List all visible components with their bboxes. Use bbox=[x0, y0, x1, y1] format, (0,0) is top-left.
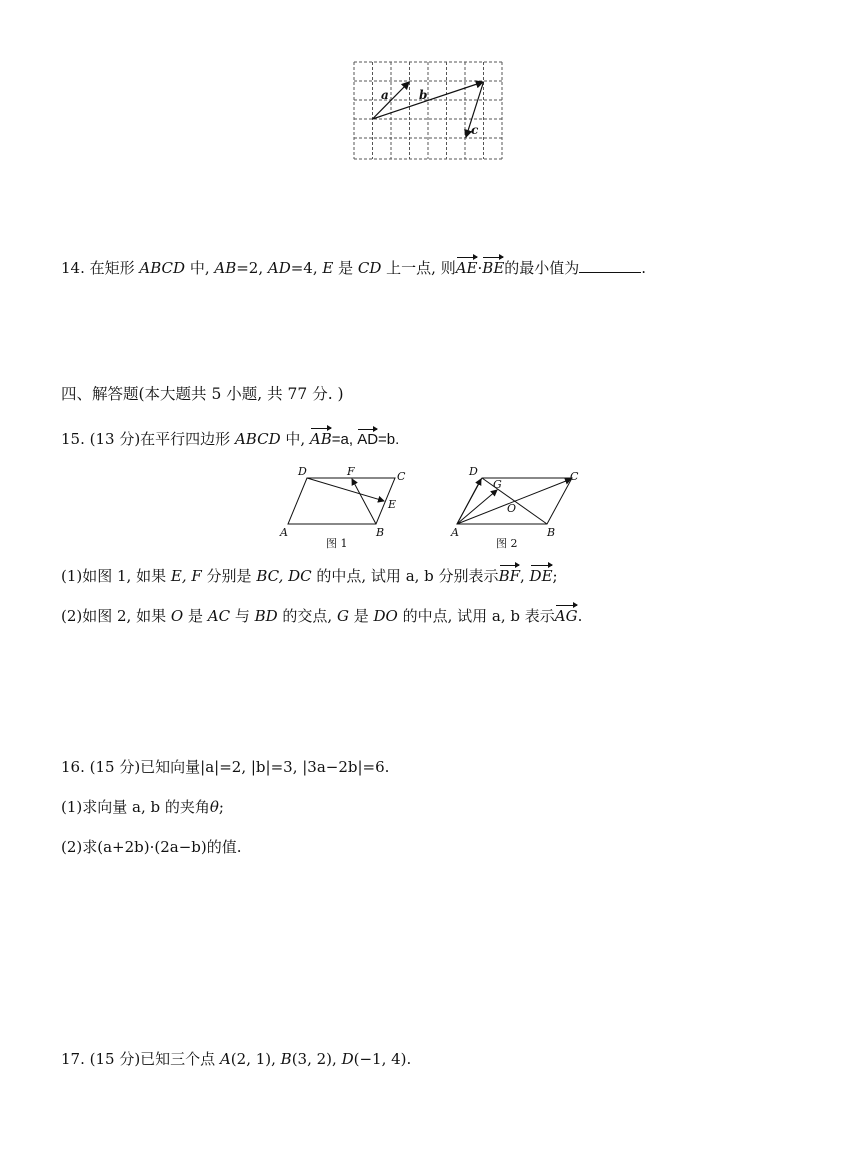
q15p2-o: O bbox=[170, 607, 184, 625]
q15p1-ef: E, F bbox=[170, 567, 202, 585]
theta-symbol: θ bbox=[209, 798, 219, 816]
q14-ad: AD bbox=[267, 259, 291, 277]
q16p1-text: (1)求向量 a, b 的夹角 bbox=[61, 798, 210, 816]
q15-text: =a, bbox=[331, 431, 358, 448]
fig2-label-b: B bbox=[547, 526, 556, 539]
q14-text: 14. 在矩形 bbox=[61, 259, 140, 277]
fig2-caption: 图 2 bbox=[496, 537, 518, 550]
vector-be: BE bbox=[482, 256, 504, 278]
section-4-heading: 四、解答题(本大题共 5 小题, 共 77 分. ) bbox=[61, 385, 344, 403]
q17-point-b: B bbox=[280, 1050, 292, 1068]
fig1-caption: 图 1 bbox=[326, 537, 348, 550]
q15p1-text: 的中点, 试用 a, b 分别表示 bbox=[311, 567, 499, 585]
question-16-part-1 bbox=[61, 797, 224, 817]
label-a: a bbox=[381, 88, 389, 102]
q16p1-text: ; bbox=[218, 798, 224, 816]
fig2-label-d: D bbox=[469, 465, 478, 478]
q15-abcd: ABCD bbox=[234, 430, 281, 448]
q14-text: . bbox=[641, 259, 647, 277]
q14-text: =4, bbox=[290, 259, 323, 277]
q15-text: =b. bbox=[378, 431, 400, 448]
q14-abcd: ABCD bbox=[139, 259, 186, 277]
vector-bf-arrow bbox=[352, 479, 376, 524]
q15-text: 中, bbox=[280, 430, 310, 448]
q14-ab: AB bbox=[214, 259, 237, 277]
answer-blank bbox=[579, 258, 641, 273]
q14-text: 中, bbox=[185, 259, 215, 277]
q15p2-g: G bbox=[336, 607, 349, 625]
q15p2-do: DO bbox=[373, 607, 398, 625]
question-15 bbox=[61, 427, 399, 450]
q17-point-d: D bbox=[341, 1050, 354, 1068]
q15p2-text: 是 bbox=[183, 607, 208, 625]
q15p1-bc-dc: BC, DC bbox=[256, 567, 312, 585]
grid-lines bbox=[354, 62, 502, 159]
vector-de-arrow bbox=[307, 478, 384, 501]
q14-text: 的最小值为 bbox=[504, 259, 580, 277]
label-b: b bbox=[419, 88, 428, 102]
figure-2-parallelogram bbox=[448, 462, 583, 552]
q15p2-text: 的中点, 试用 a, b 表示 bbox=[397, 607, 555, 625]
dot-operator: · bbox=[477, 259, 483, 277]
fig1-label-c: C bbox=[397, 470, 406, 483]
q15p2-bd: BD bbox=[254, 607, 278, 625]
label-c: c bbox=[471, 123, 479, 137]
q17-text: (3, 2), bbox=[291, 1050, 342, 1068]
vector-ad-arrow bbox=[457, 479, 481, 524]
q15p2-text: 与 bbox=[230, 607, 255, 625]
q15p2-text: (2)如图 2, 如果 bbox=[61, 607, 171, 625]
q14-text: 是 bbox=[333, 259, 358, 277]
q15-text: 15. (13 分)在平行四边形 bbox=[61, 430, 235, 448]
vector-de: DE bbox=[530, 564, 553, 586]
q14-e: E bbox=[322, 259, 334, 277]
q15p2-ac: AC bbox=[207, 607, 231, 625]
fig2-label-c: C bbox=[570, 470, 579, 483]
parallelogram-abcd bbox=[288, 478, 395, 524]
q14-text: 上一点, 则 bbox=[381, 259, 456, 277]
question-16-part-2: (2)求(a+2b)·(2a−b)的值. bbox=[61, 838, 242, 856]
q15p1-text: , bbox=[520, 567, 530, 585]
fig1-label-a: A bbox=[280, 526, 288, 539]
q17-text: 17. (15 分)已知三个点 bbox=[61, 1050, 220, 1068]
q14-text: =2, bbox=[236, 259, 268, 277]
q15p1-text: (1)如图 1, 如果 bbox=[61, 567, 171, 585]
q17-text: (2, 1), bbox=[230, 1050, 281, 1068]
vector-ad: AD bbox=[357, 428, 378, 450]
vector-ae: AE bbox=[456, 256, 478, 278]
question-17 bbox=[61, 1049, 411, 1069]
fig1-label-d: D bbox=[298, 465, 307, 478]
fig2-label-o: O bbox=[507, 502, 517, 515]
fig1-label-f: F bbox=[347, 465, 355, 478]
vector-grid-figure bbox=[353, 61, 504, 161]
figure-1-parallelogram bbox=[278, 462, 406, 552]
vector-ab: AB bbox=[310, 427, 332, 449]
q15p2-text: 的交点, bbox=[277, 607, 337, 625]
vector-ag-arrow bbox=[457, 490, 497, 524]
fig1-label-e: E bbox=[388, 498, 397, 511]
fig1-label-b: B bbox=[376, 526, 385, 539]
q15p1-text: 分别是 bbox=[201, 567, 257, 585]
question-15-part-1 bbox=[61, 564, 558, 586]
q17-text: (−1, 4). bbox=[353, 1050, 412, 1068]
q17-point-a: A bbox=[219, 1050, 231, 1068]
question-15-part-2 bbox=[61, 604, 582, 626]
vector-ag: AG bbox=[555, 604, 578, 626]
question-14 bbox=[61, 256, 646, 278]
fig2-label-g: G bbox=[493, 478, 502, 491]
q15p2-text: . bbox=[577, 607, 583, 625]
q14-cd: CD bbox=[357, 259, 382, 277]
question-16: 16. (15 分)已知向量|a|=2, |b|=3, |3a−2b|=6. bbox=[61, 758, 390, 776]
q15p1-text: ; bbox=[552, 567, 558, 585]
q15p2-text: 是 bbox=[348, 607, 374, 625]
fig2-label-a: A bbox=[451, 526, 459, 539]
vector-bf: BF bbox=[499, 564, 520, 586]
